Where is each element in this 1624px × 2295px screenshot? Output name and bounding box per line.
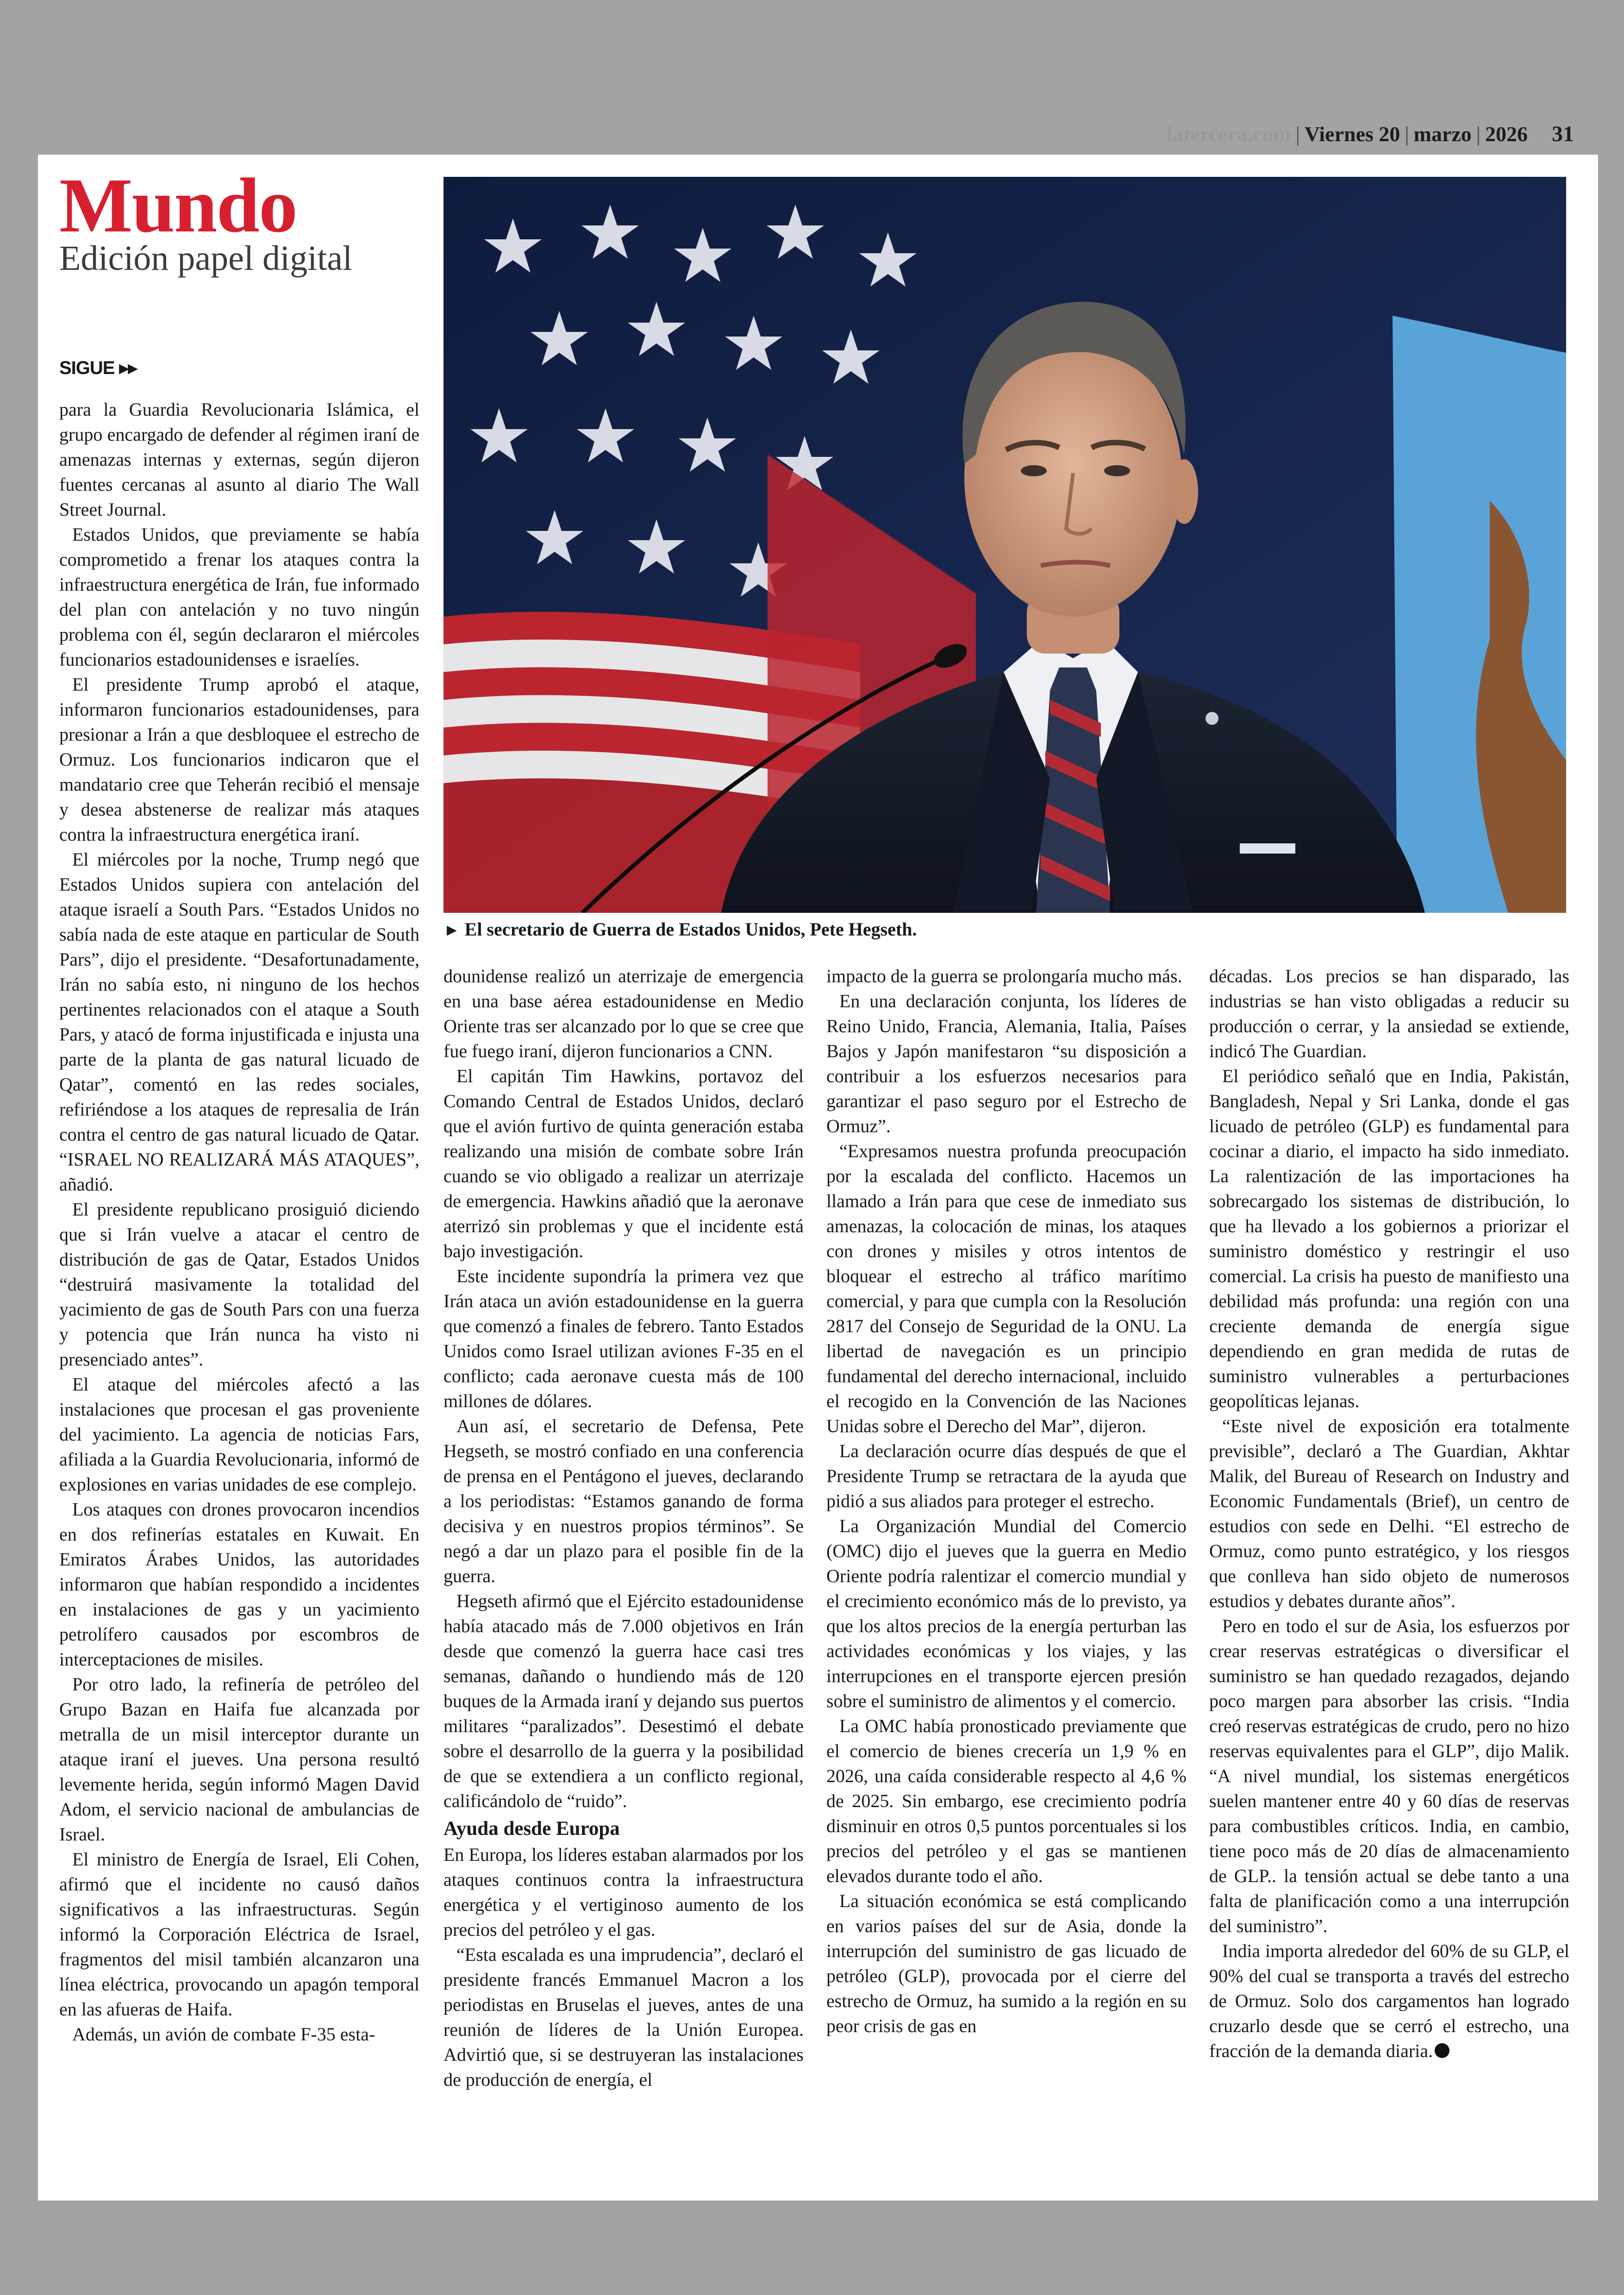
subheading: Ayuda desde Europa	[443, 1818, 620, 1840]
paragraph: En Europa, los líderes estaban alarmados por los ataques continuos contra la infraestructura energética y el vertiginoso aumento de los precios del petróleo y el gas.	[443, 1844, 804, 1940]
article-photo	[443, 177, 1566, 913]
paragraph: Por otro lado, la refinería de petróleo del Grupo Bazan en Haifa fue alcanzada por metralla de un misil interceptor durante un ataque iraní el jueves. Una persona resultó levemente herida, según informó Magen David Adom, el servicio nacional de ambulancias de Israel.	[59, 1674, 419, 1845]
paragraph: Los ataques con drones provocaron incendios en dos refinerías estatales en Kuwait. En Emiratos Árabes Unidos, las autoridades informaron que habían respondido a incidentes en instalaciones de gas y un yacimiento petrolífero causados por escombros de interceptaciones de misiles.	[59, 1499, 419, 1670]
paragraph: La OMC había pronosticado previamente que el comercio de bienes crecería un 1,9 % en 2026, una caída considerable respecto al 4,6 % de 2025. Sin embargo, ese crecimiento podría disminuir en otros 0,5 puntos porcentuales si los precios del petróleo y el gas se mantienen elevados durante todo el año.	[826, 1715, 1187, 1886]
paragraph: impacto de la guerra se prolongaría mucho más.	[826, 966, 1182, 986]
paragraph: Pero en todo el sur de Asia, los esfuerzos por crear reservas estratégicas o diversificar el suministro se han quedado rezagados, dejando poco margen para absorber las crisis. “India creó reservas estratégicas de crudo, pero no hizo reservas equivalentes para el GLP”, dijo Malik. “A nivel mundial, los sistemas energéticos suelen mantener entre 40 y 60 días de reservas para combustibles críticos. India, en cambio, tiene poco más de 20 días de almacenamiento de GLP.. la tensión actual se debe tanto a una falta de planificación como a una interrupción del suministro”.	[1209, 1615, 1569, 1936]
caption-arrow-icon: ►	[443, 921, 460, 939]
article-column-3	[826, 964, 1187, 2039]
page-number: 31	[1552, 122, 1574, 146]
paragraph: El miércoles por la noche, Trump negó que Estados Unidos supiera con antelación del ataque israelí a South Pars. “Estados Unidos no sabía nada de este ataque en particular de South Pars”, dijo el presidente. “Desafortunadamente, Irán no sabía esto, ni ninguno de los hechos pertinentes relacionados con el ataque a South Pars, y atacó de forma injustificada e injusta una parte de la planta de gas natural licuado de Qatar”, comentó en las redes sociales, refiriéndose a los ataques de represalia de Irán contra el centro de gas natural licuado de Qatar. “ISRAEL NO REALIZARÁ MÁS ATAQUES”, añadió.	[59, 849, 419, 1195]
photo-caption	[443, 918, 1566, 940]
header-month: marzo	[1413, 122, 1472, 146]
page-header: latercera.com | Viernes 20 | marzo | 2026 31	[1167, 122, 1574, 146]
paragraph: La declaración ocurre días después de que el Presidente Trump se retractara de la ayuda que pidió a sus aliados para proteger el estrecho.	[826, 1441, 1187, 1511]
paragraph: El periódico señaló que en India, Pakistán, Bangladesh, Nepal y Sri Lanka, donde el gas licuado de petróleo (GLP) es fundamental para cocinar a diario, el impacto ha sido inmediato. La ralentización de las importaciones ha sobrecargado los sistemas de distribución, lo que ha llevado a los gobiernos a priorizar el suministro doméstico y restringir el uso comercial. La crisis ha puesto de manifiesto una debilidad más profunda: una región con una creciente demanda de energía sigue dependiendo en gran medida de rutas de suministro vulnerables a perturbaciones geopolíticas lejanas.	[1209, 1066, 1569, 1411]
header-day: Viernes 20	[1304, 122, 1400, 146]
paragraph: La situación económica se está complicando en varios países del sur de Asia, donde la interrupción del suministro de gas licuado de petróleo (GLP), provocada por el cierre del estrecho de Ormuz, ha sumido a la región en su peor crisis de gas en	[826, 1890, 1187, 2036]
article-column-1	[59, 397, 419, 2047]
paragraph: El ministro de Energía de Israel, Eli Cohen, afirmó que el incidente no causó daños significativos a las infraestructuras. Según informó la Corporación Eléctrica de Israel, fragmentos del misil también alcanzaron una línea eléctrica, provocando un apagón temporal en las afueras de Haifa.	[59, 1849, 419, 2020]
paragraph: décadas. Los precios se han disparado, las industrias se han visto obligadas a reducir su producción o cerrar, y la ansiedad se extiende, indicó The Guardian.	[1209, 966, 1569, 1061]
paragraph: El capitán Tim Hawkins, portavoz del Comando Central de Estados Unidos, declaró que el avión furtivo de quinta generación estaba realizando una misión de combate sobre Irán cuando se vio obligado a realizar un aterrizaje de emergencia. Hawkins añadió que la aeronave aterrizó sin problemas y que el incidente está bajo investigación.	[443, 1066, 804, 1261]
article-column-4	[1209, 964, 1569, 2064]
paragraph: El presidente republicano prosiguió diciendo que si Irán vuelve a atacar el centro de distribución de gas de Qatar, Estados Unidos “destruirá masivamente la totalidad del yacimiento de gas de South Pars con una fuerza y potencia que Irán nunca ha visto ni presenciado antes”.	[59, 1199, 419, 1370]
article-column-2	[443, 964, 804, 2092]
section-title: Mundo	[59, 162, 297, 249]
paragraph: En una declaración conjunta, los líderes de Reino Unido, Francia, Alemania, Italia, Países Bajos y Japón manifestaron “su disposición a contribuir a los esfuerzos necesarios para garantizar el paso seguro por el Estrecho de Ormuz”.	[826, 991, 1187, 1136]
paragraph: Hegseth afirmó que el Ejército estadounidense había atacado más de 7.000 objetivos en Irán desde que comenzó la guerra hace casi tres semanas, dañando o hundiendo más de 120 buques de la Armada iraní y dejando sus puertos militares “paralizados”. Desestimó el debate sobre el desarrollo de la guerra y la posibilidad de que se extendiera a un conflicto regional, calificándolo de “ruido”.	[443, 1590, 804, 1811]
caption-text: El secretario de Guerra de Estados Unidos, Pete Hegseth.	[464, 919, 917, 940]
paragraph: Además, un avión de combate F-35 esta-	[72, 2024, 375, 2045]
paragraph: El presidente Trump aprobó el ataque, informaron funcionarios estadounidenses, para presionar a Irán a que desbloquee el estrecho de Ormuz. Los funcionarios indicaron que el mandatario cree que Teherán recibió el mensaje y desea abstenerse de realizar más ataques contra la infraestructura energética iraní.	[59, 674, 419, 845]
paragraph: “Esta escalada es una imprudencia”, declaró el presidente francés Emmanuel Macron a los periodistas en Bruselas el jueves, antes de una reunión de líderes de la Unión Europea. Advirtió que, si se destruyeran las instalaciones de producción de energía, el	[443, 1944, 804, 2090]
paragraph: Aun así, el secretario de Defensa, Pete Hegseth, se mostró confiado en una conferencia de prensa en el Pentágono el jueves, declarando a los periodistas: “Estamos ganando de forma decisiva y en nuestros propios términos”. Se negó a dar un plazo para el posible fin de la guerra.	[443, 1416, 804, 1586]
header-year: 2026	[1485, 122, 1528, 146]
paragraph: Este incidente supondría la primera vez que Irán ataca un avión estadounidense en la guerra que comenzó a finales de febrero. Tanto Estados Unidos como Israel utilizan aviones F-35 en el conflicto; cada aeronave cuesta más de 100 millones de dólares.	[443, 1266, 804, 1411]
paragraph: Estados Unidos, que previamente se había comprometido a frenar los ataques contra la infraestructura energética de Irán, fue informado del plan con antelación y no tuvo ningún problema con él, según declararon el miércoles funcionarios estadounidenses e israelíes.	[59, 524, 419, 670]
paragraph: “Este nivel de exposición era totalmente previsible”, declaró a The Guardian, Akhtar Malik, del Bureau of Research on Industry and Economic Fundamentals (Brief), un centro de estudios con sede en Delhi. “El estrecho de Ormuz, como punto estratégico, y los riesgos que conlleva han sido objeto de numerosos estudios y debates durante años”.	[1209, 1416, 1569, 1611]
section-subtitle: Edición papel digital	[59, 239, 353, 278]
site-name[interactable]: latercera.com	[1167, 122, 1291, 146]
continued-label: SIGUE ▸▸	[59, 358, 137, 378]
end-of-article-icon	[1435, 2043, 1449, 2058]
final-paragraph-text: India importa alrededor del 60% de su GLP, el 90% del cual se transporta a través del estrecho de Ormuz. Solo dos cargamentos han logrado cruzarlo desde que se cerró el estrecho, una fracción de la demanda diaria.	[1209, 1940, 1569, 2061]
paragraph: La Organización Mundial del Comercio (OMC) dijo el jueves que la guerra en Medio Oriente podría ralentizar el comercio mundial y el crecimiento económico más de lo previsto, ya que los altos precios de la energía perturban las actividades económicas y los viajes, y las interrupciones en el transporte ejercen presión sobre el suministro de alimentos y el comercio.	[826, 1515, 1187, 1711]
paragraph: dounidense realizó un aterrizaje de emergencia en una base aérea estadounidense en Medio Oriente tras ser alcanzado por lo que se cree que fue fuego iraní, dijeron funcionarios a CNN.	[443, 966, 804, 1061]
paragraph: El ataque del miércoles afectó a las instalaciones que procesan el gas proveniente del yacimiento. La agencia de noticias Fars, afiliada a la Guardia Revolucionaria, informó de explosiones en varias unidades de ese complejo.	[59, 1374, 419, 1495]
paragraph: “Expresamos nuestra profunda preocupación por la escalada del conflicto. Hacemos un llamado a Irán para que cese de inmediato sus amenazas, la colocación de minas, los ataques con drones y misiles y otros intentos de bloquear el estrecho al tráfico marítimo comercial, y para que cumpla con la Resolución 2817 del Consejo de Seguridad de la ONU. La libertad de navegación es un principio fundamental del derecho internacional, incluido el recogido en la Convención de las Naciones Unidas sobre el Derecho del Mar”, dijeron.	[826, 1141, 1187, 1436]
paragraph: para la Guardia Revolucionaria Islámica, el grupo encargado de defender al régimen iraní de amenazas internas y externas, según dijeron fuentes cercanas al asunto al diario The Wall Street Journal.	[59, 399, 419, 520]
paragraph	[1209, 1939, 1569, 2064]
